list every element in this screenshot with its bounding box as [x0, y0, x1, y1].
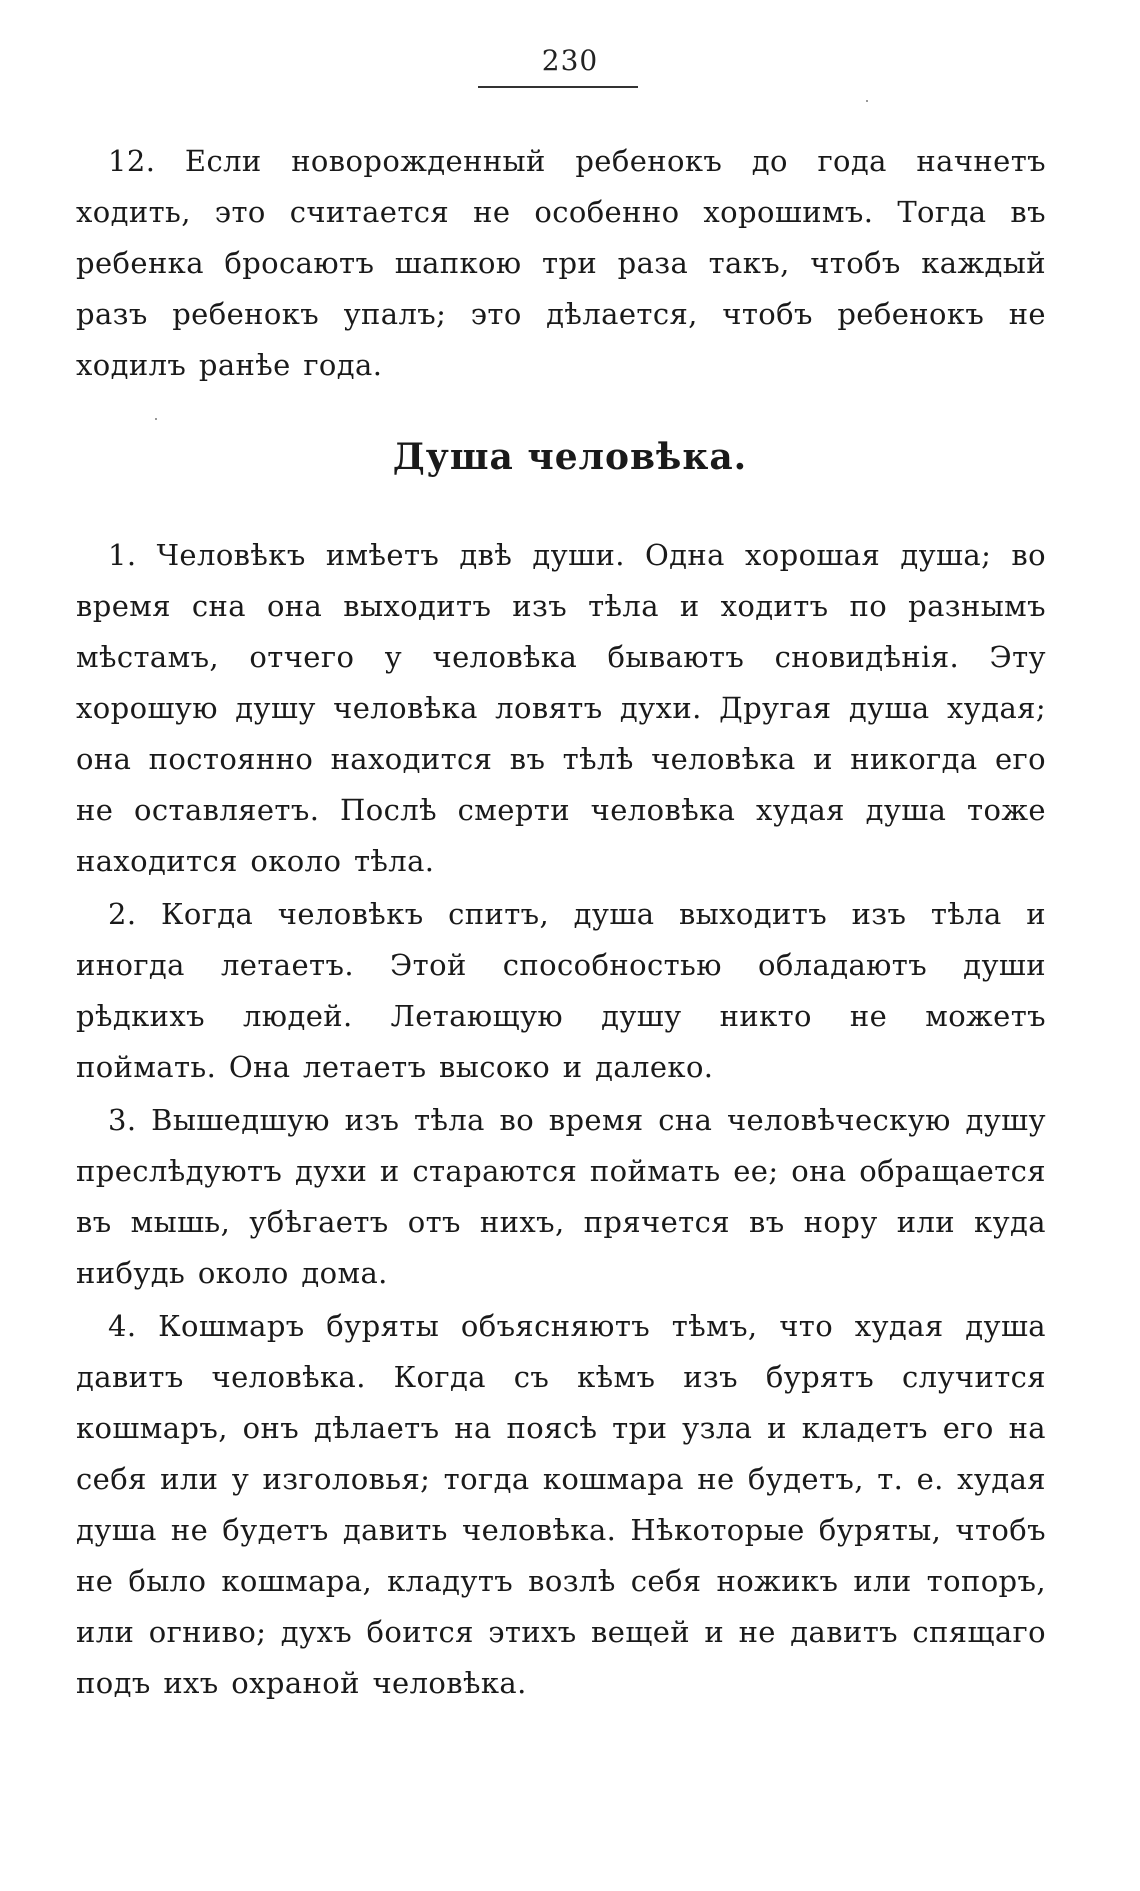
paragraph-12: 12. Если новорожденный ребенокъ до года начнетъ ходить, это считается не особенно хорошимъ. Тогда въ ребенка бросаютъ шапкою три раза такъ, чтобъ каждый разъ ребенокъ упалъ; это дѣлается, чтобъ ребенокъ не ходилъ ранѣе года.: [76, 144, 1046, 382]
print-speck: [866, 100, 868, 102]
paragraph-3: 3. Вышедшую изъ тѣла во время сна человѣческую душу преслѣдуютъ духи и стараются поймать ее; она обращается въ мышь, убѣгаетъ отъ нихъ, прячется въ нору или куда нибудь около дома.: [76, 1103, 1046, 1290]
print-speck: [155, 418, 157, 420]
paragraph-4: 4. Кошмаръ буряты объясняютъ тѣмъ, что худая душа давитъ человѣка. Когда съ кѣмъ изъ бурятъ случится кошмаръ, онъ дѣлаетъ на поясѣ три узла и кладетъ его на себя или у изголовья; тогда кошмара не будетъ, т. е. худая душа не будетъ давить человѣка. Нѣкоторые буряты, чтобъ не было кошмара, кладутъ возлѣ себя ножикъ или топоръ, или огниво; духъ боится этихъ вещей и не давитъ спящаго подъ ихъ охраной человѣка.: [76, 1309, 1046, 1700]
paragraph-2: 2. Когда человѣкъ спитъ, душа выходитъ изъ тѣла и иногда летаетъ. Этой способностью обладаютъ души рѣдкихъ людей. Летающую душу никто не можетъ поймать. Она летаетъ высоко и далеко.: [76, 897, 1046, 1084]
paragraph-1: 1. Человѣкъ имѣетъ двѣ души. Одна хорошая душа; во время сна она выходитъ изъ тѣла и ходитъ по разнымъ мѣстамъ, отчего у человѣка бываютъ сновидѣнія. Эту хорошую душу человѣка ловятъ духи. Другая душа худая; она постоянно находится въ тѣлѣ человѣка и никогда его не оставляетъ. Послѣ смерти человѣка худая душа тоже находится около тѣла.: [76, 538, 1046, 878]
section-title: Душа человѣка.: [392, 436, 748, 478]
section-body: [76, 530, 1046, 1709]
page-number-rule: [478, 86, 638, 88]
page-number: 230: [541, 44, 599, 77]
top-section: [76, 136, 1046, 391]
